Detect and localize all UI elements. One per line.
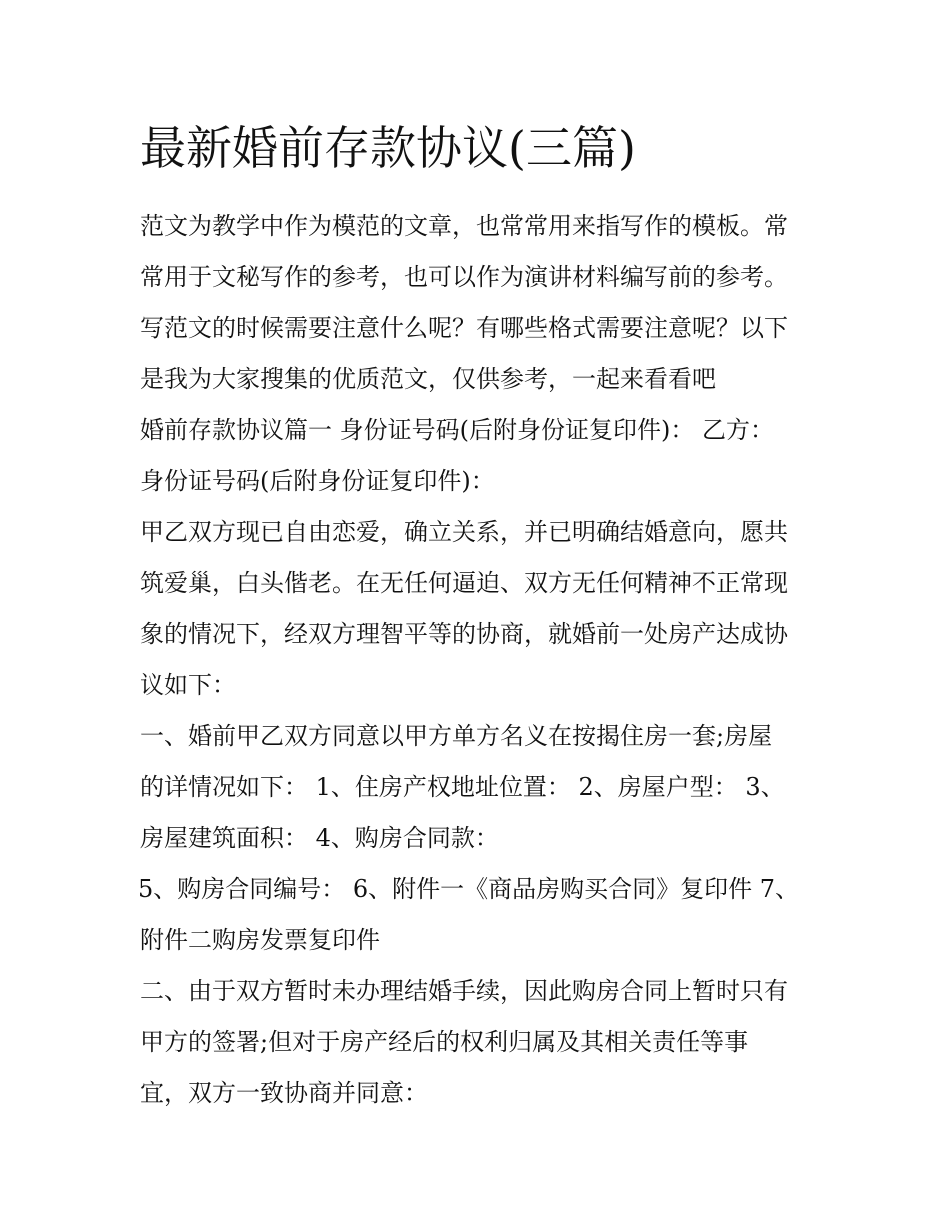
document-body (140, 201, 820, 1119)
paragraph-line: 二、由于双方暂时未办理结婚手续，因此购房合同上暂时只有 (140, 977, 788, 1005)
paragraph-line: 写范文的时候需要注意什么呢？有哪些格式需要注意呢？以下 (140, 314, 788, 342)
paragraph-line: 筑爱巢，白头偕老。在无任何逼迫、双方无任何精神不正常现 (140, 569, 788, 597)
paragraph-line: 宜，双方一致协商并同意： (140, 1079, 428, 1107)
paragraph-line: 的详情况如下： 1、住房产权地址位置： 2、房屋户型： 3、 (140, 773, 785, 801)
paragraph-line: 甲方的签署;但对于房产经后的权利归属及其相关责任等事 (140, 1028, 749, 1056)
paragraph-line: 附件二购房发票复印件 (140, 926, 380, 954)
paragraph-line: 甲乙双方现已自由恋爱，确立关系，并已明确结婚意向，愿共 (140, 518, 788, 546)
paragraph-line: 象的情况下，经双方理智平等的协商，就婚前一处房产达成协 (140, 620, 788, 648)
paragraph-line: 议如下： (140, 671, 236, 699)
paragraph-line: 5、购房合同编号： 6、附件一《商品房购买合同》复印件 7、 (138, 875, 800, 903)
paragraph-line: 身份证号码(后附身份证复印件)： (140, 467, 495, 495)
paragraph-line: 常用于文秘写作的参考，也可以作为演讲材料编写前的参考。 (140, 263, 788, 291)
paragraph-line: 婚前存款协议篇一 身份证号码(后附身份证复印件)： 乙方： (140, 416, 774, 444)
paragraph-line: 一、婚前甲乙双方同意以甲方单方名义在按揭住房一套;房屋 (140, 722, 773, 750)
document-title: 最新婚前存款协议(三篇) (140, 121, 636, 175)
paragraph-line: 范文为教学中作为模范的文章，也常常用来指写作的模板。常 (140, 212, 788, 240)
paragraph-line: 是我为大家搜集的优质范文，仅供参考，一起来看看吧 (140, 365, 716, 393)
paragraph-line: 房屋建筑面积： 4、购房合同款： (140, 824, 499, 852)
